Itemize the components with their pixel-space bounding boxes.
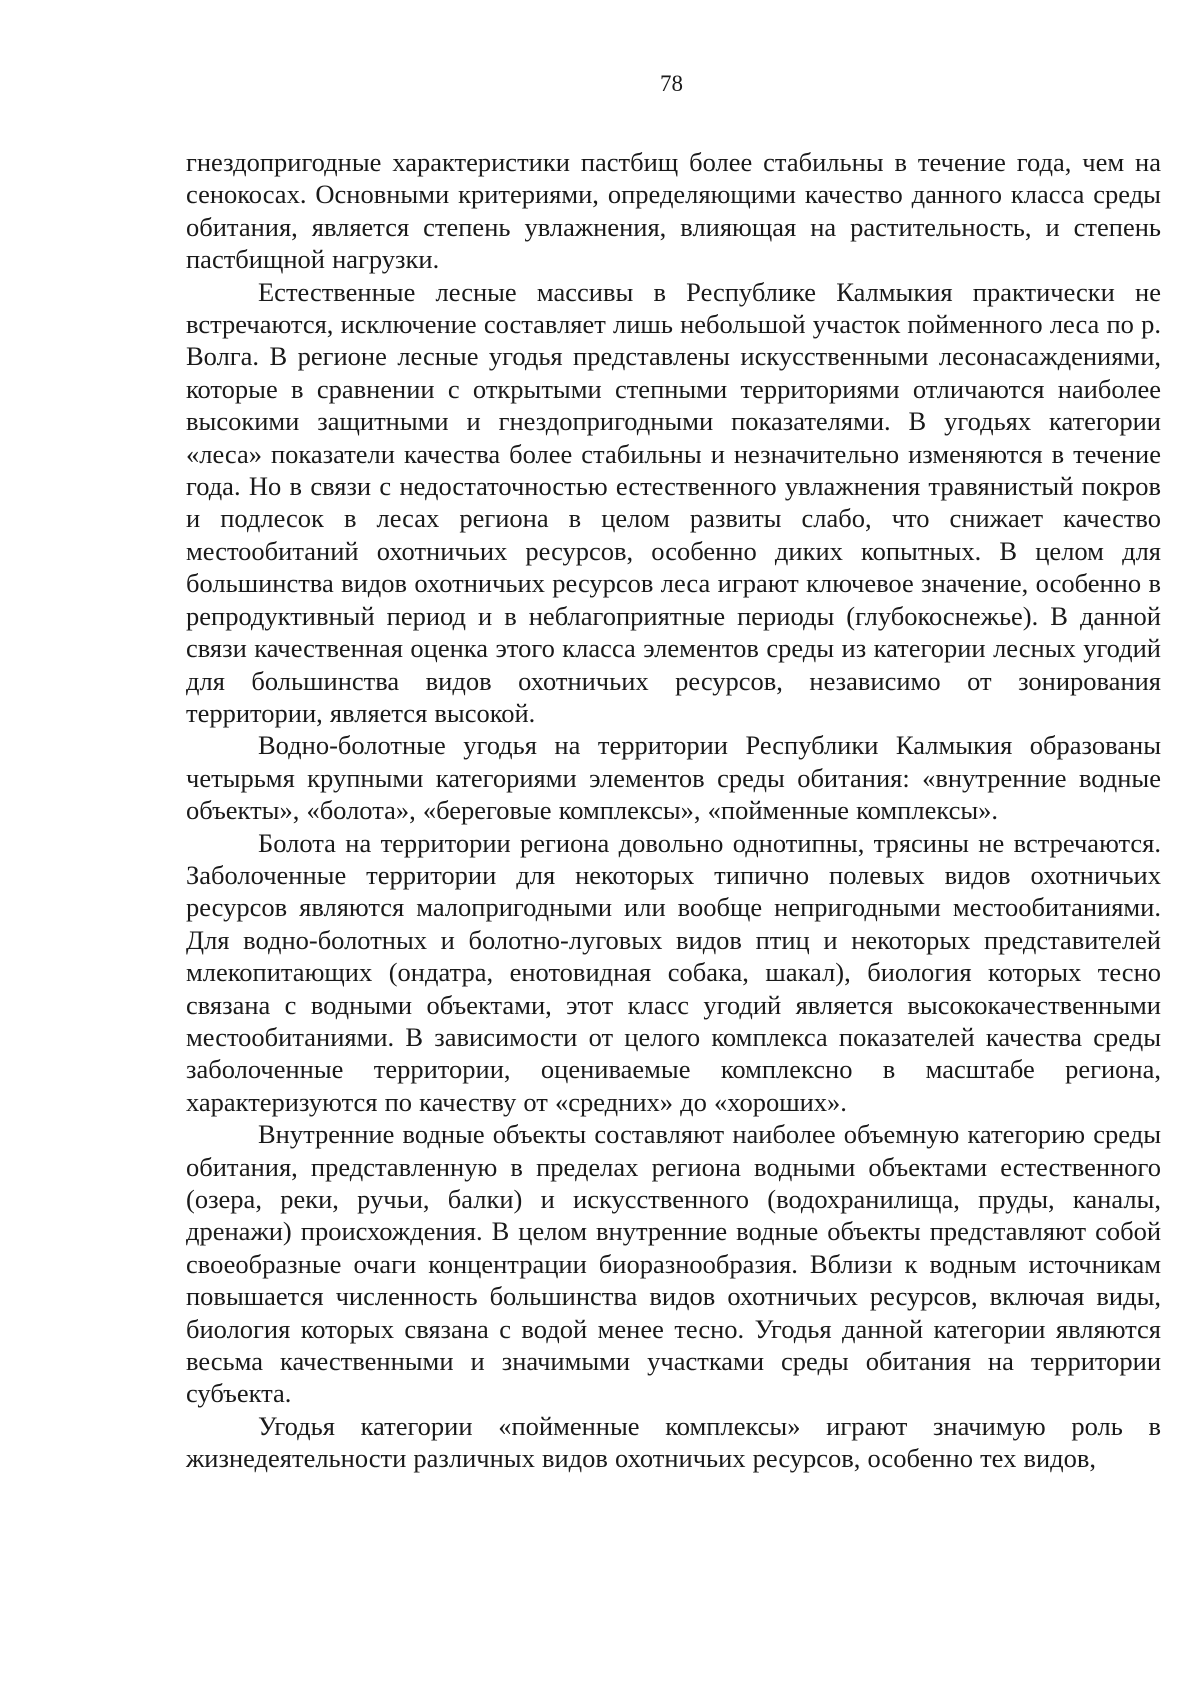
paragraph-5: Внутренние водные объекты составляют наиболее объемную категорию среды обитания, представленную в пределах региона водными объектами естественного (озера, реки, ручьи, балки) и искусственного (водохранилища, пруды, каналы, дренажи) происхождения. В целом внутренние водные объекты представляют собой своеобразные очаги концентрации биоразнообразия. Вблизи к водным источникам повышается численность большинства видов охотничьих ресурсов, включая виды, биология которых связана с водой менее тесно. Угодья данной категории являются весьма качественными и значимыми участками среды обитания на территории субъекта.	[186, 1119, 1161, 1409]
paragraph-2: Естественные лесные массивы в Республике Калмыкия практически не встречаются, исключение составляет лишь небольшой участок пойменного леса по р. Волга. В регионе лесные угодья представлены искусственными лесонасаждениями, которые в сравнении с открытыми степными территориями отличаются наиболее высокими защитными и гнездопригодными показателями. В угодьях категории «леса» показатели качества более стабильны и незначительно изменяются в течение года. Но в связи с недостаточностью естественного увлажнения травянистый покров и подлесок в лесах региона в целом развиты слабо, что снижает качество местообитаний охотничьих ресурсов, особенно диких копытных. В целом для большинства видов охотничьих ресурсов леса играют ключевое значение, особенно в репродуктивный период и в неблагоприятные периоды (глубокоснежье). В данной связи качественная оценка этого класса элементов среды из категории лесных угодий для большинства видов охотничьих ресурсов, независимо от зонирования территории, является высокой.	[186, 276, 1161, 728]
body-text	[186, 146, 1161, 1475]
paragraph-3: Водно-болотные угодья на территории Республики Калмыкия образованы четырьмя крупными категориями элементов среды обитания: «внутренние водные объекты», «болота», «береговые комплексы», «пойменные комплексы».	[186, 730, 1161, 826]
paragraph-4: Болота на территории региона довольно однотипны, трясины не встречаются. Заболоченные территории для некоторых типично полевых видов охотничьих ресурсов являются малопригодными или вообще непригодными местообитаниями. Для водно-болотных и болотно-луговых видов птиц и некоторых представителей млекопитающих (ондатра, енотовидная собака, шакал), биология которых тесно связана с водными объектами, этот класс угодий является высококачественными местообитаниями. В зависимости от целого комплекса показателей качества среды заболоченные территории, оцениваемые комплексно в масштабе региона, характеризуются по качеству от «средних» до «хороших».	[186, 827, 1161, 1117]
paragraph-6: Угодья категории «пойменные комплексы» играют значимую роль в жизнедеятельности различных видов охотничьих ресурсов, особенно тех видов,	[186, 1410, 1161, 1474]
page-number: 78	[660, 71, 683, 96]
paragraph-1: гнездопригодные характеристики пастбищ более стабильны в течение года, чем на сенокосах. Основными критериями, определяющими качество данного класса среды обитания, является степень увлажнения, влияющая на растительность, и степень пастбищной нагрузки.	[186, 147, 1161, 275]
